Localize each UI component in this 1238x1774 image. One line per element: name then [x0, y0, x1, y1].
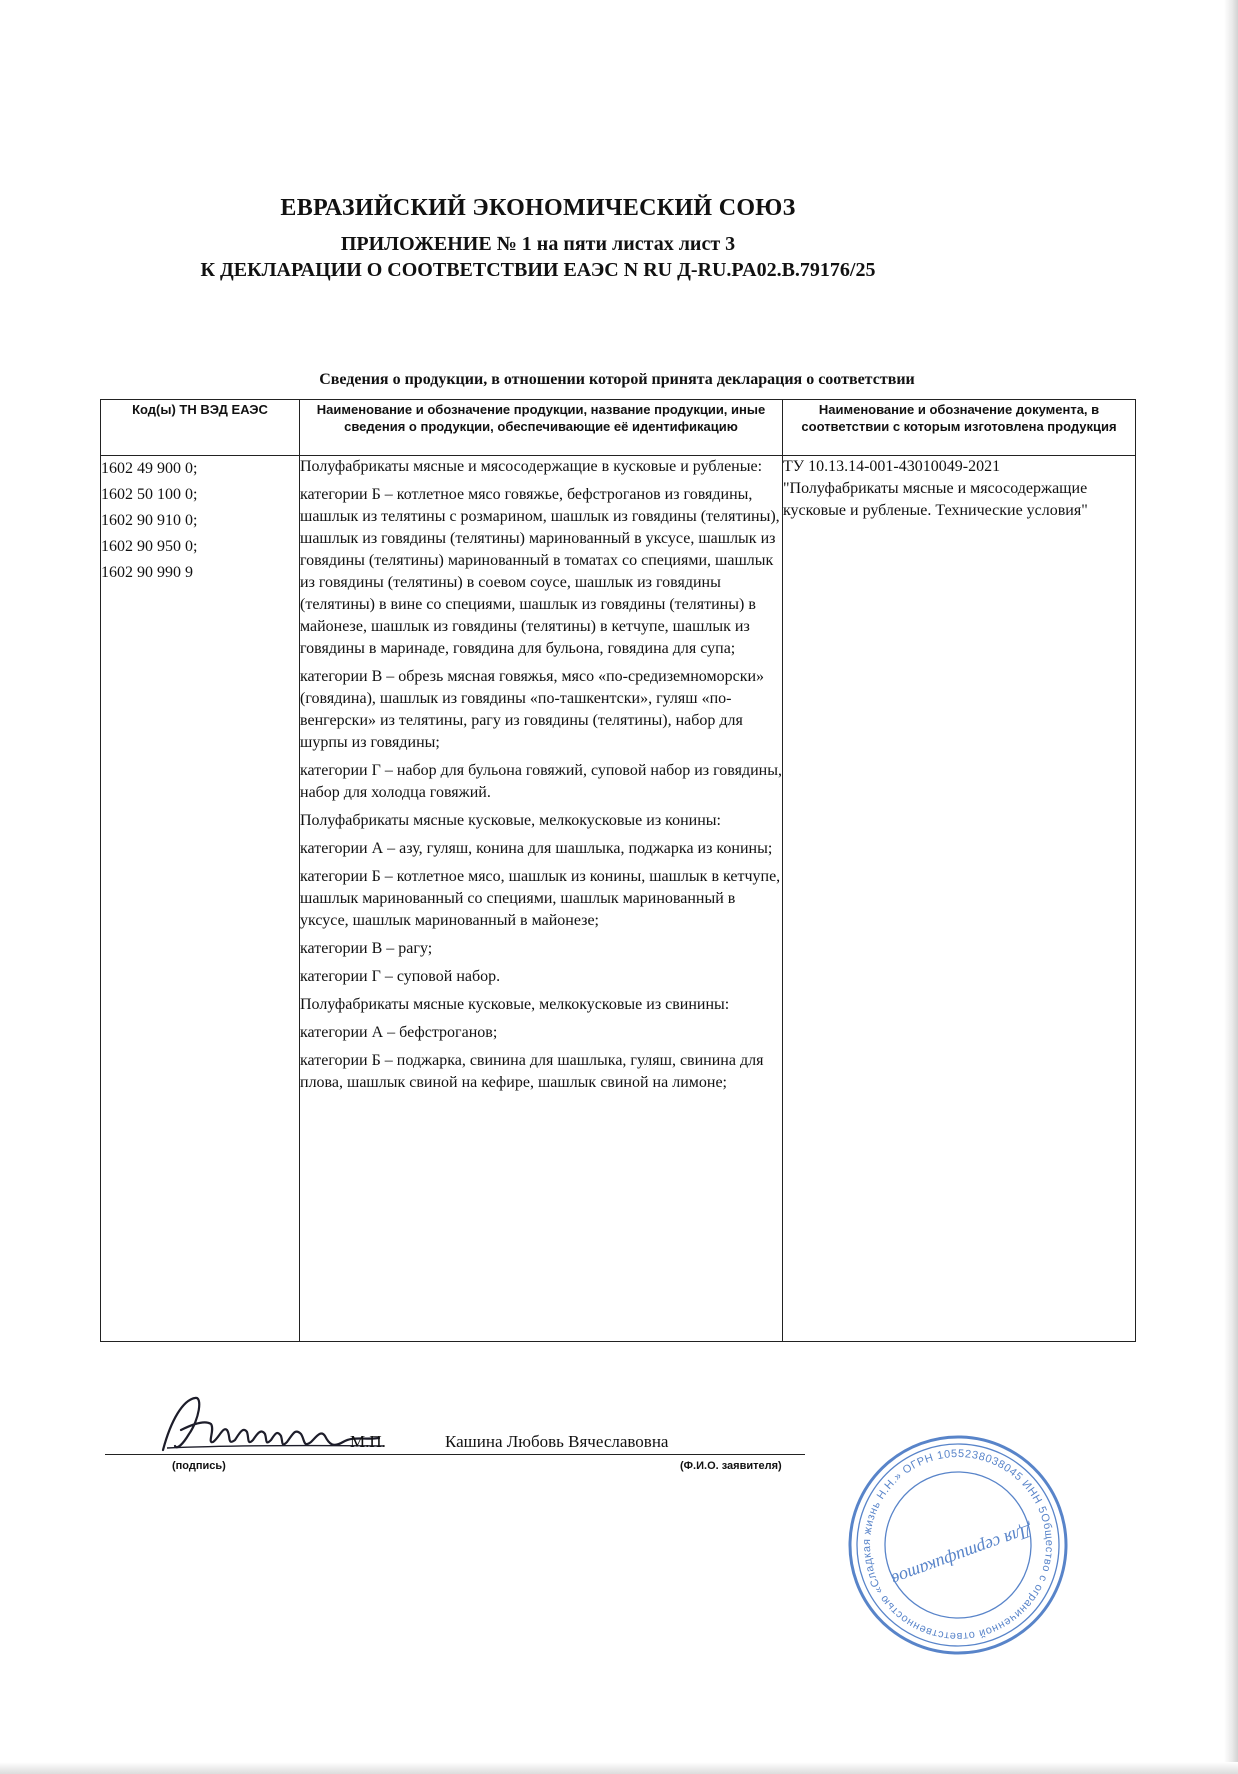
tn-ved-code: 1602 49 900 0;: [101, 460, 198, 477]
stamp-center-text: Для сертификатов: [889, 1520, 1035, 1590]
page-edge-shadow: [1224, 0, 1238, 1774]
product-paragraph: категории Г – суповой набор.: [300, 968, 501, 985]
product-paragraph: категории В – обрезь мясная говяжья, мясо «по-средиземноморски» (говядина), шашлык из говядины «по-ташкентски», гуляш «по-венгерски» из телятины, рагу из говядины (телятины), набор для шурпы из говядины;: [300, 668, 765, 751]
column-header-product: Наименование и обозначение продукции, название продукции, иные сведения о продукции, обеспечивающие её идентификацию: [300, 400, 783, 456]
product-paragraph: Полуфабрикаты мясные кусковые, мелкокусковые из свинины:: [300, 996, 730, 1013]
standard-title: "Полуфабрикаты мясные и мясосодержащие кусковые и рубленые. Технические условия": [783, 480, 1088, 519]
tn-ved-code: 1602 90 910 0;: [101, 512, 198, 529]
appendix-title: ПРИЛОЖЕНИЕ № 1 на пяти листах лист 3: [340, 233, 736, 255]
document-header: [0, 193, 1076, 283]
seal-place-label: М.П.: [350, 1432, 386, 1451]
standard-code: ТУ 10.13.14-001-43010049-2021: [783, 458, 1001, 475]
applicant-name: Кашина Любовь Вячеславовна: [445, 1432, 669, 1451]
product-paragraph: категории Б – котлетное мясо говяжье, бефстроганов из говядины, шашлык из телятины с розмарином, шашлык из говядины (телятины), шашлык из говядины (телятины) маринованный в уксусе, шашлык из говядины (телятины) маринованный в томатах со специями, шашлык из говядины (телятины) в соевом соусе, шашлык из говядины (телятины) в вине со специями, шашлык из говядины (телятины) в майонезе, шашлык из говядины (телятины) в кетчупе, шашлык из говядины в маринаде, говядина для бульона, говядина для супа;: [300, 486, 780, 657]
column-header-document: Наименование и обозначение документа, в соответствии с которым изготовлена продукция: [783, 400, 1136, 456]
signature-caption: (подпись): [172, 1460, 226, 1472]
fio-caption: (Ф.И.О. заявителя): [680, 1460, 782, 1472]
company-stamp: [843, 1430, 1073, 1660]
table-caption: Сведения о продукции, в отношении которой принята декларация о соответствии: [319, 371, 915, 388]
tn-ved-code: 1602 90 950 0;: [101, 538, 198, 555]
signature-block: [105, 1390, 855, 1470]
product-paragraph: категории А – бефстроганов;: [300, 1024, 498, 1041]
page-bottom-shadow: [0, 1762, 1238, 1774]
product-description-cell: [300, 456, 783, 1342]
codes-cell: [101, 456, 300, 1342]
standard-document-cell: [783, 456, 1136, 1342]
product-paragraph: категории В – рагу;: [300, 940, 433, 957]
column-header-codes: Код(ы) ТН ВЭД ЕАЭС: [101, 400, 300, 456]
product-table: [100, 399, 1136, 1342]
stamp-ring-text: Общество с ограниченной ответственностью «Сладкая жизнь Н.Н.» ОГРН 1055238038045 ИНН 5258054000: [860, 1447, 1056, 1643]
product-paragraph: Полуфабрикаты мясные и мясосодержащие в кусковые и рубленые:: [300, 458, 763, 475]
svg-text:Общество с ограниченной ответс: [843, 1430, 1073, 1660]
table-header-row: [101, 400, 1136, 456]
tn-ved-code: 1602 90 990 9: [101, 564, 193, 581]
tn-ved-code: 1602 50 100 0;: [101, 486, 198, 503]
table-row: [101, 456, 1136, 1342]
signature-line: [105, 1454, 805, 1455]
product-paragraph: категории Б – котлетное мясо, шашлык из конины, шашлык в кетчупе, шашлык маринованный со специями, шашлык маринованный в уксусе, шашлык маринованный в майонезе;: [300, 868, 781, 929]
union-title: ЕВРАЗИЙСКИЙ ЭКОНОМИЧЕСКИЙ СОЮЗ: [280, 195, 796, 221]
product-paragraph: Полуфабрикаты мясные кусковые, мелкокусковые из конины:: [300, 812, 721, 829]
product-paragraph: категории Г – набор для бульона говяжий, суповой набор из говядины, набор для холодца говяжий.: [300, 762, 782, 801]
declaration-title: К ДЕКЛАРАЦИИ О СООТВЕТСТВИИ ЕАЭС N RU Д-RU.PA02.B.79176/25: [200, 259, 876, 281]
product-paragraph: категории Б – поджарка, свинина для шашлыка, гуляш, свинина для плова, шашлык свиной на кефире, шашлык свиной на лимоне;: [300, 1052, 764, 1091]
product-paragraph: категории А – азу, гуляш, конина для шашлыка, поджарка из конины;: [300, 840, 773, 857]
